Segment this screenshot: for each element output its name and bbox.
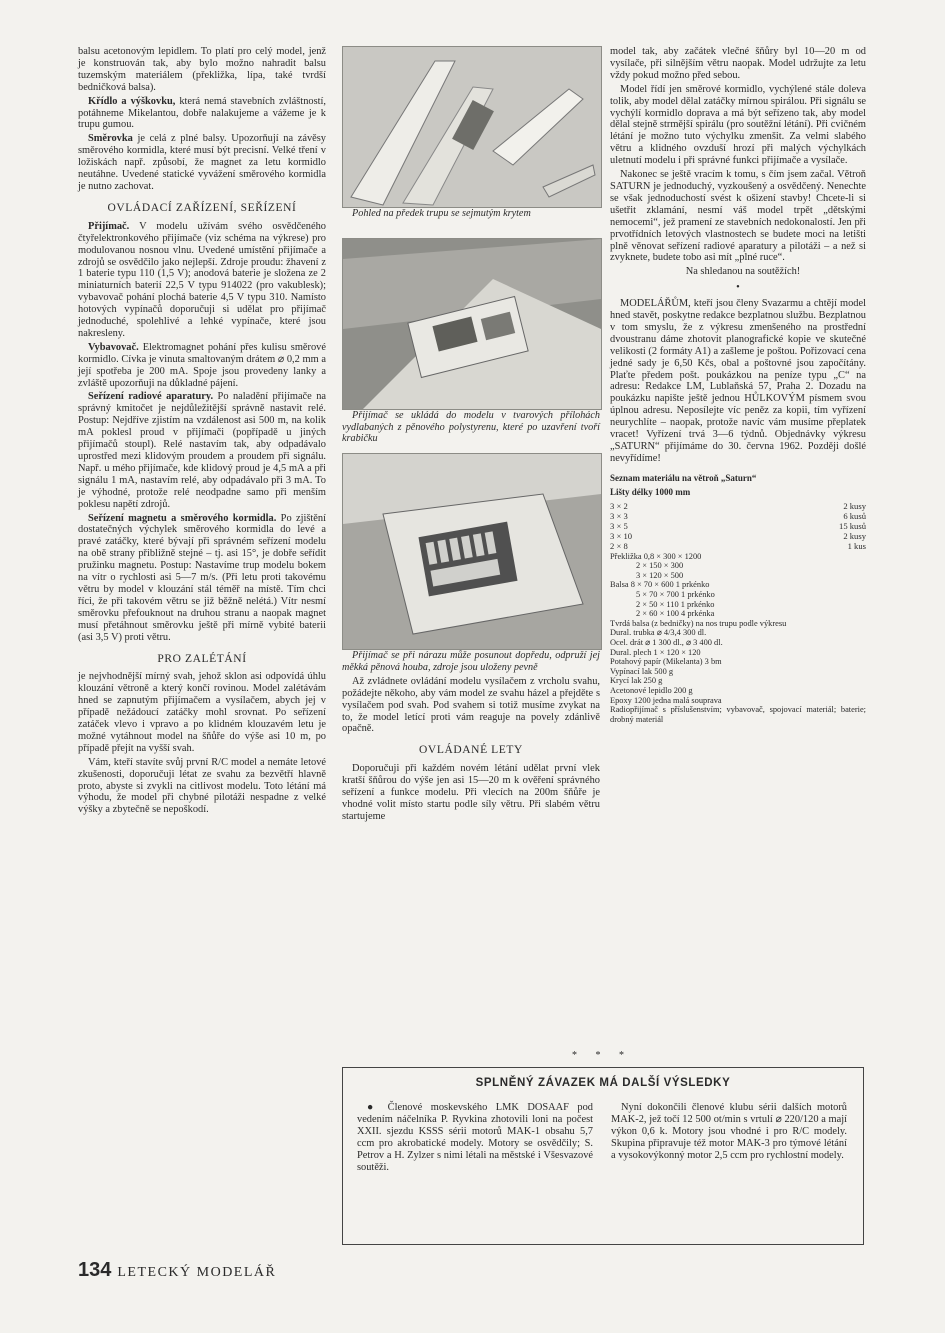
- magazine-name: LETECKÝ MODELÁŘ: [117, 1265, 277, 1280]
- list-item: Acetonové lepidlo 200 g: [610, 685, 693, 695]
- table-row: [610, 541, 866, 551]
- column-middle: [342, 46, 600, 825]
- tow-paragraph: Doporučuji při každém novém létání udělat první vlek kratší šňůrou do výše jen asi 15—20 m k ověření správného seřízení a funkce modelu. Při vlecích na 200m šňůře je vhodné volit místo startu podle síly větru. Při slabém větru startujeme: [342, 763, 600, 822]
- spec-item: 3 × 3: [610, 510, 628, 521]
- receiver-paragraph: [78, 221, 326, 340]
- page-footer: [78, 1259, 276, 1282]
- heading-test-flight: PRO ZALÉTÁNÍ: [157, 652, 247, 665]
- list-item: 2 × 150 × 300: [636, 561, 684, 571]
- list-item: Radiopřijímač s příslušenstvím; vybavovač, spojovací materiál; baterie; drobný materiál: [610, 705, 866, 724]
- photo-receiver-foam: [342, 238, 602, 410]
- spec-qty: 15 kusů: [839, 520, 866, 531]
- radio-text: Po naladění přijímače na správný kmitočet je nejdůležitější správně nastavit relé. Postup: Nejdříve zjistím na vzdálenost asi 500 m, na kolik mA poklesl proud v přijímači (popřípadě u jiných přijímačů stoupl). Relé nastavím tak, aby odpadávalo uprostřed mezi klidovým proudem a proudem při signálu. Např. u mého přijímače, kde klidový proud je 4,5 mA a při signálu 1 mA, nastavím relé, aby odpadávalo při 3 mA. To je výhodné, protože relé neodpadne samo při menším poklesu napětí zdrojů.: [78, 391, 327, 510]
- receiver-text: V modelu užívám svého osvědčeného čtyřelektronkového přijímače (viz schéma na výkrese) pro modulovanou nosnou vlnu. Uvedené umístění přijímače a zdrojů se osvědčilo jako nejlepší. Zdroje proudu: žhavení z 1 baterie typu 110 (1,5 V); anodová baterie je složena ze 2 miniaturních baterií 22,5 V typu 914022 (pro vakublesk); vybavovač pohání plochá baterie 4,5 V typu 310. Namísto hotových vypínačů doporučuji si udělat pro přijímač jednoduché, spolehlivé a lehké vypínače, které jsou nakresleny.: [78, 220, 326, 339]
- spec-item: 3 × 2: [610, 500, 628, 511]
- table-row: [610, 501, 866, 511]
- materials-subtitle: Lišty délky 1000 mm: [610, 486, 691, 497]
- spec-item: 3 × 10: [610, 530, 633, 541]
- section-separator: * * *: [572, 1050, 632, 1061]
- list-item: Vypínací lak 500 g: [610, 666, 674, 676]
- spec-item: 3 × 5: [610, 520, 628, 531]
- spec-qty: 6 kusů: [843, 510, 866, 521]
- news-paragraph-right: Nyní dokončili členové klubu sérii dalších motorů MAK-2, jež točí 12 500 ot/min s vrtulí ⌀ 220/120 a mají výkon 0,6 k. Motory jsou vhodné i pro R/C modely. Skupina připravuje též motor MAK-3 pro týmové létání a vysokovýkonný motor 2,5 ccm pro rychlostní modely.: [611, 1102, 847, 1161]
- column-left: [78, 46, 326, 818]
- news-paragraph-left: ● Členové moskevského LMK DOSAAF pod vedením náčelníka P. Ryvkina zhotovili loni na počest XXII. sjezdu KSSS sérii motorů MAK-1 obsahu 5,7 ccm pro akrobatické modely. Motory se osvědčily; S. Petrov a H. Zylzer s nimi létali na městské i Všesvazové soutěži.: [357, 1102, 593, 1173]
- rudder-control-paragraph: Model řídí jen směrové kormidlo, vychýlené stále doleva tolik, aby model dělal zatáčky mírnou spirálou. Při signálu se vychýlí kormidlo doprava a má být seřízeno tak, aby model dělal stejně strmější spirálu (pro soutěžní létání). Při cvičném létání je možno tuto výchylku zmenšit. Za velmi slabého větru a klidného ovzduší hrozí při malých výchylkách uletnutí modelu i při správné funkci přijímače a vysílače.: [610, 83, 866, 167]
- spec-item: 2 × 8: [610, 540, 628, 551]
- conclusion-paragraph: Nakonec se ještě vracím k tomu, s čím jsem začal. Větroň SATURN je jednoduchý, vyzkoušený a osvědčený. Nenechte se však jednoduchostí svést k ošizení stavby! Chcete-li si ušetřit zklamání, nesmí váš model trpět „dětskými nemocemi“, jež pramení ze stavebních nedokonalostí. Jen při prvotřídních letových vlastnostech se budete moci na letišti plně věnovat seřízení radiové aparatury a pilotáži – a než si zvyknete, budete tobo asi mít „plné ruce“.: [610, 169, 866, 264]
- caption-receiver-module: Přijímač se při nárazu může posunout dopředu, odpruží jej měkká pěnová houba, zdroje jsou uloženy pevně: [342, 650, 600, 673]
- news-box-title: SPLNĚNÝ ZÁVAZEK MÁ DALŠÍ VÝSLEDKY: [475, 1077, 731, 1089]
- radio-paragraph: [78, 391, 326, 510]
- table-row: [610, 521, 866, 531]
- trigger-text: Elektromagnet pohání přes kulisu směrové kormidlo. Cívka je vinuta smaltovaným drátem ⌀ 0,2 mm a její spotřeba je 200 mA. Spoje jsou provedeny lanky a zvláště upozorňuji na důkladné pájení.: [78, 341, 326, 389]
- advice-paragraph: Vám, kteří stavíte svůj první R/C model a nemáte letové zkušenosti, doporučuji létat ze svahu za bezvětří hlavně proto, abyste si zvykli na citlivost modelu. Toto létání má výhodu, že model při chybné pilotáži nespadne z velké výšky a zbytečně se nepoškodí.: [78, 756, 326, 816]
- list-item: Epoxy 1200 jedna malá souprava: [610, 695, 722, 705]
- list-item: 3 × 120 × 500: [636, 570, 684, 580]
- list-item: Balsa 8 × 70 × 600 1 prkénko: [610, 580, 710, 590]
- rudder-term: Směrovka: [88, 133, 133, 145]
- test-flight-paragraph: je nejvhodnější mírný svah, jehož sklon asi odpovídá úhlu klouzání větroně a který končí rovinou. Model zalétávám hned se zapnutým přijímačem a vysílačem, abych jej v případě nežádoucí zatáčky mohl srovnat. Po seřízení zatáček vlevo i vpravo a po klidném klouzavém letu je možné vytáhnout model na šňůře do výše asi 10 m, po případě přejít na vyšší svah.: [78, 671, 326, 754]
- radio-term: Seřízení radiové aparatury.: [88, 391, 214, 403]
- spec-qty: 1 kus: [847, 540, 866, 551]
- tow-continued-paragraph: model tak, aby začátek vlečné šňůry byl 10—20 m od vysílače, při silnějším větru naopak. Model udržujte za letu vždy pokud možno před sebou.: [610, 46, 866, 81]
- spec-qty: 2 kusy: [843, 500, 866, 511]
- intro-paragraph: balsu acetonovým lepidlem. To platí pro celý model, jenž je konstruován tak, aby bylo možno nahradit balsu tuzemským materiálem (překližka, lípa, také tvrdší bedničková balsa).: [78, 46, 326, 93]
- page-number: 134: [78, 1259, 112, 1281]
- list-item: 2 × 50 × 110 1 prkénko: [636, 599, 715, 609]
- rudder-text: je celá z plné balsy. Upozorňují na závěsy směrového kormidla, které musí být precisní. Velké tření v ložiskách např. způsobí, že magnet za letu kormidlo neutáhne. Uvedené statické vyvážení směrového kormidla je nutno zachovat.: [78, 133, 326, 192]
- receiver-foam-illustration: [343, 239, 601, 409]
- materials-title: Seznam materiálu na větroň „Saturn“: [610, 472, 757, 483]
- list-item: Krycí lak 250 g: [610, 676, 663, 686]
- table-row: [610, 511, 866, 521]
- news-box-column-right: [611, 1102, 847, 1162]
- wing-paragraph: [78, 96, 326, 132]
- list-item: Ocel. drát ⌀ 1 300 dl., ⌀ 3 400 dl.: [610, 637, 723, 647]
- list-item: 2 × 60 × 100 4 prkénka: [636, 609, 715, 619]
- list-item: Dural. plech 1 × 120 × 120: [610, 647, 701, 657]
- table-row: [610, 531, 866, 541]
- caption-fuselage: Pohled na předek trupu se sejmutým krytem: [352, 208, 531, 219]
- photo-receiver-module: [342, 453, 602, 650]
- heading-controls: OVLÁDACÍ ZAŘÍZENÍ, SEŘÍZENÍ: [107, 201, 297, 214]
- photo-fuselage-front: [342, 46, 602, 208]
- caption-receiver-foam: Přijímač se ukládá do modelu v tvarových přílohách vydlabaných z pěnového polystyrenu, které po uzavření tvoří krabičku: [342, 409, 600, 445]
- column-right: [610, 46, 866, 724]
- offer-term: MODELÁŘŮM,: [620, 298, 691, 310]
- slope-paragraph: Až zvládnete ovládání modelu vysílačem z vrcholu svahu, požádejte někoho, aby vám model ze svahu házel a přejděte s vysílačem pod svah. Pod svahem si totiž musíme zvykat na to, že model letící proti vám reaguje na povely zdánlivě opačně.: [342, 675, 600, 735]
- list-item: 5 × 70 × 700 1 prkénko: [636, 590, 715, 599]
- news-box-column-left: [357, 1102, 593, 1173]
- receiver-term: Přijímač.: [88, 220, 130, 232]
- magnet-term: Seřízení magnetu a směrového kormidla.: [88, 512, 277, 524]
- trigger-paragraph: [78, 342, 326, 390]
- bullet-separator: •: [736, 282, 740, 294]
- trigger-term: Vybavovač.: [88, 341, 139, 353]
- rudder-paragraph: [78, 133, 326, 193]
- list-item: Překližka 0,8 × 300 × 1200: [610, 551, 702, 561]
- wing-text: která nemá stavebních zvláštností, potáhneme Mikelantou, dobře nalakujeme a vážeme je k trupu gumou.: [78, 95, 327, 131]
- magnet-text: Po zjištění dostatečných výchylek směrového kormidla do levé a pravé zatáčky, které bývají při správném seřízení modelu na obě strany přibližně stejné – tj. asi 15°, je dobře seřídit pružinku magnetu. Postup: Nastavíme trup modelu bokem na vítr o rychlosti asi 5—7 m/s. (Při letu proti takovému větru by model v klouzání stál téměř na místě. Tím chci říci, že při takovém větru se již běžně nelétá.) Vítr nesmí směrovku přefouknout na druhou stranu a naopak magnet musí přetáhnout směrovku ještě při mírně vybité baterii (asi 3,5 V) proti větru.: [78, 512, 326, 643]
- heading-controlled-flights: OVLÁDANÉ LETY: [419, 744, 523, 757]
- receiver-module-illustration: [343, 454, 601, 649]
- materials-list: [610, 552, 866, 725]
- news-box: [342, 1067, 864, 1245]
- wing-term: Křídlo a výškovku,: [88, 95, 176, 107]
- spec-qty: 2 kusy: [843, 530, 866, 541]
- materials-table: [610, 501, 866, 551]
- list-item: Dural. trubka ⌀ 4/3,4 300 dl.: [610, 628, 707, 638]
- list-item: Tvrdá balsa (z bedničky) na nos trupu podle výkresu: [610, 618, 787, 628]
- list-item: Potahový papír (Mikelanta) 3 bm: [610, 657, 722, 667]
- offer-paragraph: [610, 298, 866, 465]
- offer-text: kteří jsou členy Svazarmu a chtějí model hned stavět, poskytne redakce bezplatnou službu. Bezplatnou v tom smyslu, že z výkresu zmenšeného na prostřední dvoustranu dáme zhotovit planografické kopie ve skutečné velikosti (2 formáty A1) a zašleme je poštou. Pořizovací cena jedné sady je 6,50 Kčs, obal a poštovné jsou započítány. Plaťte předem pošt. poukázkou na peníze typu „C“ na adresu: Redakce LM, Lublaňská 57, Praha 2. Dozadu na poukázku napište ještě jednou HŮLKOVÝM písmem svou úplnou adresu. Neposílejte víc peněz za kopii, tím vyřízení neurychlíte – naopak, protože navíc vám musíme přeplatek vracet! Vyřízení trvá 3—6 týdnů. Objednávky výkresu „SATURN“ přijímáme do 30. června 1962. Později došlé nevyřídíme!: [610, 298, 866, 464]
- fuselage-illustration: [343, 47, 601, 207]
- farewell-line: Na shledanou na soutěžích!: [685, 266, 801, 278]
- magnet-paragraph: [78, 513, 326, 644]
